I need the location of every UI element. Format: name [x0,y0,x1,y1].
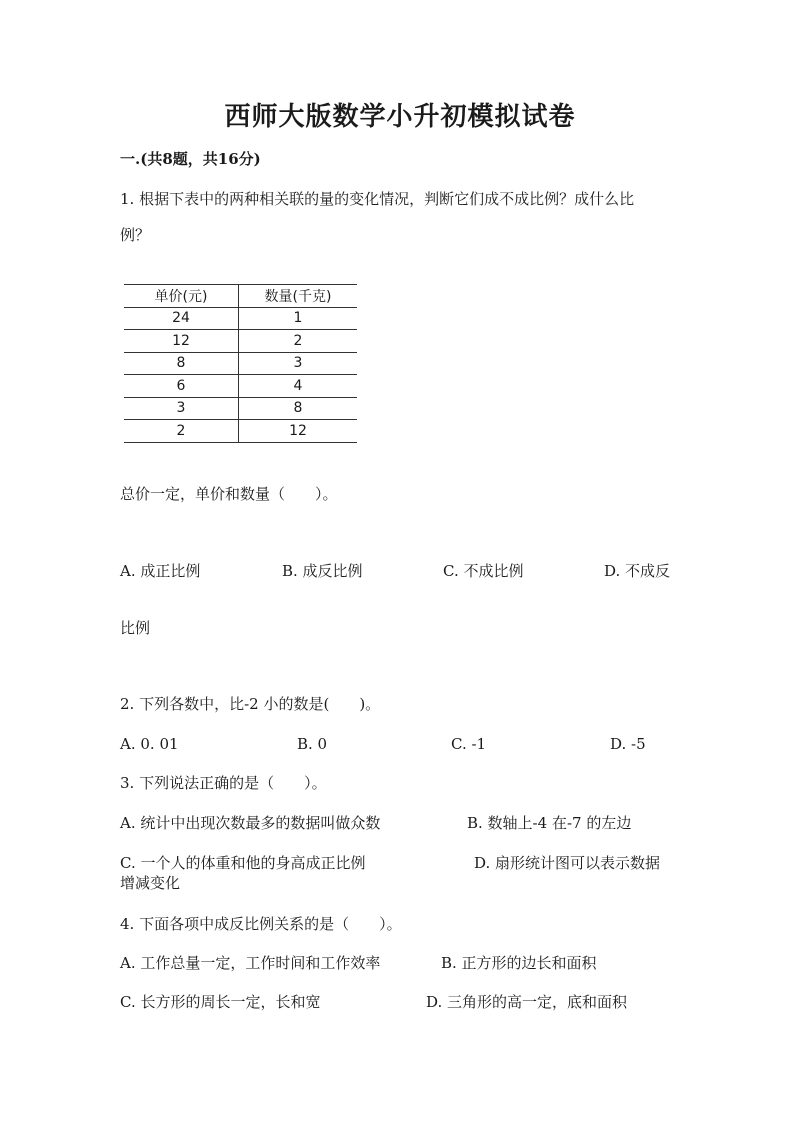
q1-stem-line2: 例？ [120,226,151,244]
section-heading: 一.(共8题，共16分) [120,150,261,168]
q1-option-d-continued: 比例 [120,619,151,637]
table-row [124,420,357,443]
table-row [124,330,357,353]
table-cell: 1 [239,307,358,330]
q4-option-d[interactable]: D. 三角形的高一定，底和面积 [426,993,628,1011]
table-cell: 6 [124,375,239,398]
q2-stem: 2. 下列各数中，比-2 小的数是( )。 [120,695,381,713]
table-row [124,397,357,420]
q3-option-d[interactable]: D. 扇形统计图可以表示数据 [474,854,661,872]
table-cell: 12 [239,420,358,443]
page-title: 西师大版数学小升初模拟试卷 [224,102,576,132]
q3-option-d-continued: 增减变化 [120,874,181,892]
q3-option-b[interactable]: B. 数轴上-4 在-7 的左边 [467,814,632,832]
q2-option-b[interactable]: B. 0 [297,735,328,753]
table-cell: 12 [124,330,239,353]
table-cell: 4 [239,375,358,398]
q4-option-c[interactable]: C. 长方形的周长一定，长和宽 [120,993,321,1011]
q2-option-c[interactable]: C. -1 [451,735,487,753]
q3-option-a[interactable]: A. 统计中出现次数最多的数据叫做众数 [120,814,381,832]
q1-option-c[interactable]: C. 不成比例 [443,562,524,580]
table-header-row [124,285,357,308]
table-cell: 24 [124,307,239,330]
table-header-cell: 数量(千克) [239,285,358,308]
q1-data-table [124,284,357,443]
table-cell: 2 [124,420,239,443]
table-cell: 8 [239,397,358,420]
q3-option-c[interactable]: C. 一个人的体重和他的身高成正比例 [120,854,366,872]
table-row [124,375,357,398]
q1-option-b[interactable]: B. 成反比例 [282,562,363,580]
q4-stem: 4. 下面各项中成反比例关系的是（ ）。 [120,915,402,933]
q3-stem: 3. 下列说法正确的是（ ）。 [120,774,327,792]
q4-option-b[interactable]: B. 正方形的边长和面积 [441,954,597,972]
q2-option-d[interactable]: D. -5 [610,735,646,753]
q1-option-a[interactable]: A. 成正比例 [120,562,201,580]
q1-prompt: 总价一定，单价和数量（ ）。 [120,485,338,503]
table-cell: 3 [124,397,239,420]
table-cell: 2 [239,330,358,353]
table-cell: 8 [124,352,239,375]
table-row [124,307,357,330]
q2-option-a[interactable]: A. 0. 01 [120,735,179,753]
q1-option-d[interactable]: D. 不成反 [604,562,671,580]
table-row [124,352,357,375]
q1-stem-line1: 1. 根据下表中的两种相关联的量的变化情况，判断它们成不成比例？成什么比 [120,190,635,208]
q4-option-a[interactable]: A. 工作总量一定，工作时间和工作效率 [120,954,381,972]
table-header-cell: 单价(元) [124,285,239,308]
table-cell: 3 [239,352,358,375]
